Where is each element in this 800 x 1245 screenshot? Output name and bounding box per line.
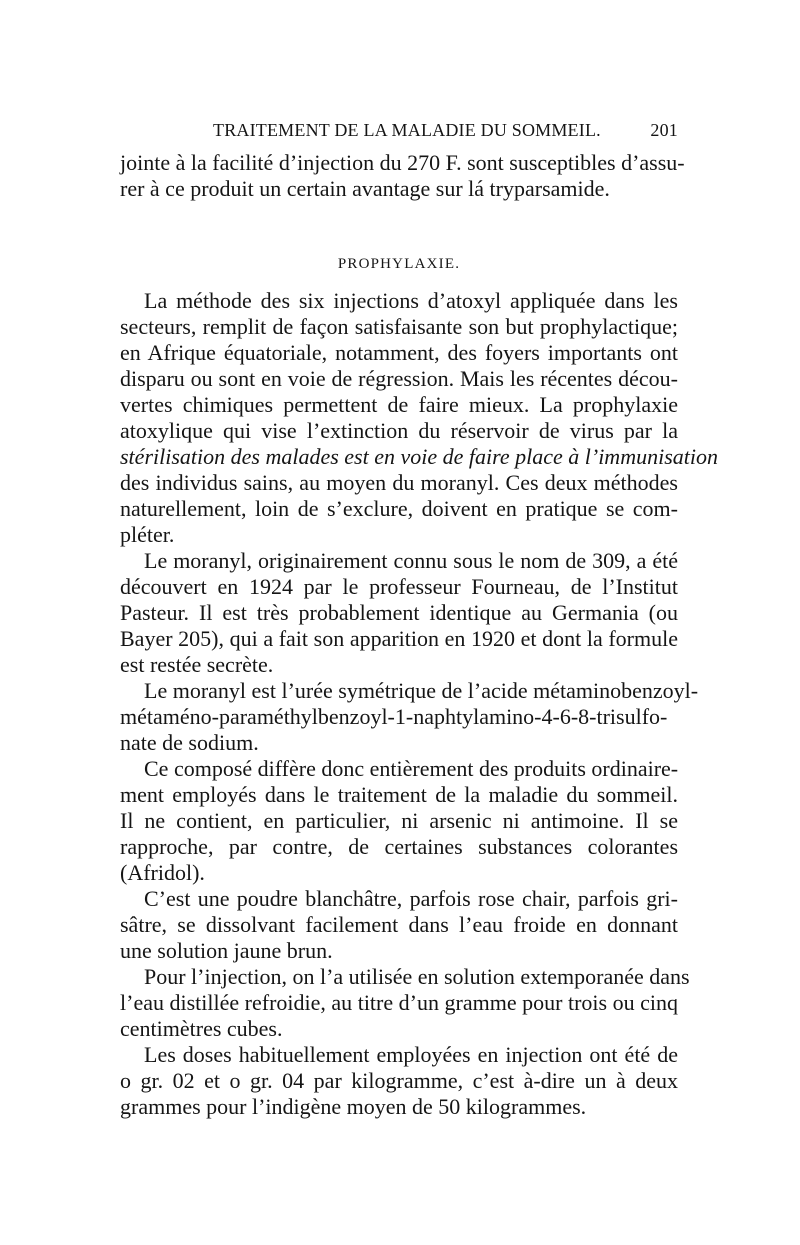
body-line: vertes chimiques permettent de faire mieux. La prophylaxie [120, 392, 678, 417]
running-head [118, 120, 680, 144]
body-line: Pasteur. Il est très probablement identique au Germania (ou [120, 600, 678, 625]
body-line: en Afrique équatoriale, notamment, des foyers importants ont [120, 340, 678, 365]
body-line: métaméno-paraméthylbenzoyl-1-naphtylamino-4-6-8-trisulfo- [120, 704, 668, 729]
body-line: secteurs, remplit de façon satisfaisante son but prophylactique; [120, 314, 678, 339]
body-line: est restée secrète. [120, 652, 274, 677]
body-line: nate de sodium. [120, 730, 259, 755]
body-line: disparu ou sont en voie de régression. Mais les récentes décou- [120, 366, 678, 391]
lead-text-block [120, 150, 685, 202]
body-line: atoxylique qui vise l’extinction du réservoir de virus par la [120, 418, 678, 443]
body-line: La méthode des six injections d’atoxyl appliquée dans les [144, 288, 678, 313]
body-line: Les doses habituellement employées en injection ont été de [144, 1042, 678, 1067]
body-line: rapproche, par contre, de certaines substances colorantes [120, 834, 678, 859]
body-line: une solution jaune brun. [120, 938, 333, 963]
body-line: des individus sains, au moyen du moranyl. Ces deux méthodes [120, 470, 678, 495]
body-line: C’est une poudre blanchâtre, parfois rose chair, parfois gri- [144, 886, 678, 911]
body-line: centimètres cubes. [120, 1016, 283, 1041]
body-line: sâtre, se dissolvant facilement dans l’eau froide en donnant [120, 912, 678, 937]
paragraph [120, 548, 678, 678]
body-line: (Afridol). [120, 860, 205, 885]
body-line: découvert en 1924 par le professeur Fourneau, de l’Institut [120, 574, 678, 599]
running-title: TRAITEMENT DE LA MALADIE DU SOMMEIL. [213, 120, 601, 140]
paragraph [120, 756, 678, 886]
body-line: jointe à la facilité d’injection du 270 F. sont susceptibles d’assu- [120, 150, 685, 175]
body-line: pléter. [120, 522, 175, 547]
body-line: o gr. 02 et o gr. 04 par kilogramme, c’est à-dire un à deux [120, 1068, 678, 1093]
page-number: 201 [650, 120, 678, 140]
body-line: Ce composé diffère donc entièrement des produits ordinaire- [144, 756, 679, 781]
body-line: stérilisation des malades est en voie de faire place à l’immunisation [120, 444, 718, 469]
body-line: rer à ce produit un certain avantage sur lá tryparsamide. [120, 176, 610, 201]
section-text [120, 288, 718, 1120]
body-line: naturellement, loin de s’exclure, doivent en pratique se com- [120, 496, 678, 521]
body-line: l’eau distillée refroidie, au titre d’un gramme pour trois ou cinq [120, 990, 678, 1015]
paragraph [120, 964, 690, 1042]
body-line: Le moranyl, originairement connu sous le nom de 309, a été [144, 548, 678, 573]
body-line: Le moranyl est l’urée symétrique de l’acide métaminobenzoyl- [144, 678, 699, 703]
paragraph [120, 288, 718, 548]
body-line: Il ne contient, en particulier, ni arsenic ni antimoine. Il se [120, 808, 678, 833]
body-line: Pour l’injection, on l’a utilisée en solution extemporanée dans [144, 964, 690, 989]
paragraph [120, 886, 678, 964]
section-heading: PROPHYLAXIE. [337, 256, 461, 272]
paragraph [120, 1042, 678, 1120]
body-line: ment employés dans le traitement de la maladie du sommeil. [120, 782, 678, 807]
paragraph [120, 678, 699, 756]
body-line: Bayer 205), qui a fait son apparition en 1920 et dont la formule [120, 626, 678, 651]
body-line: grammes pour l’indigène moyen de 50 kilogrammes. [120, 1094, 587, 1119]
